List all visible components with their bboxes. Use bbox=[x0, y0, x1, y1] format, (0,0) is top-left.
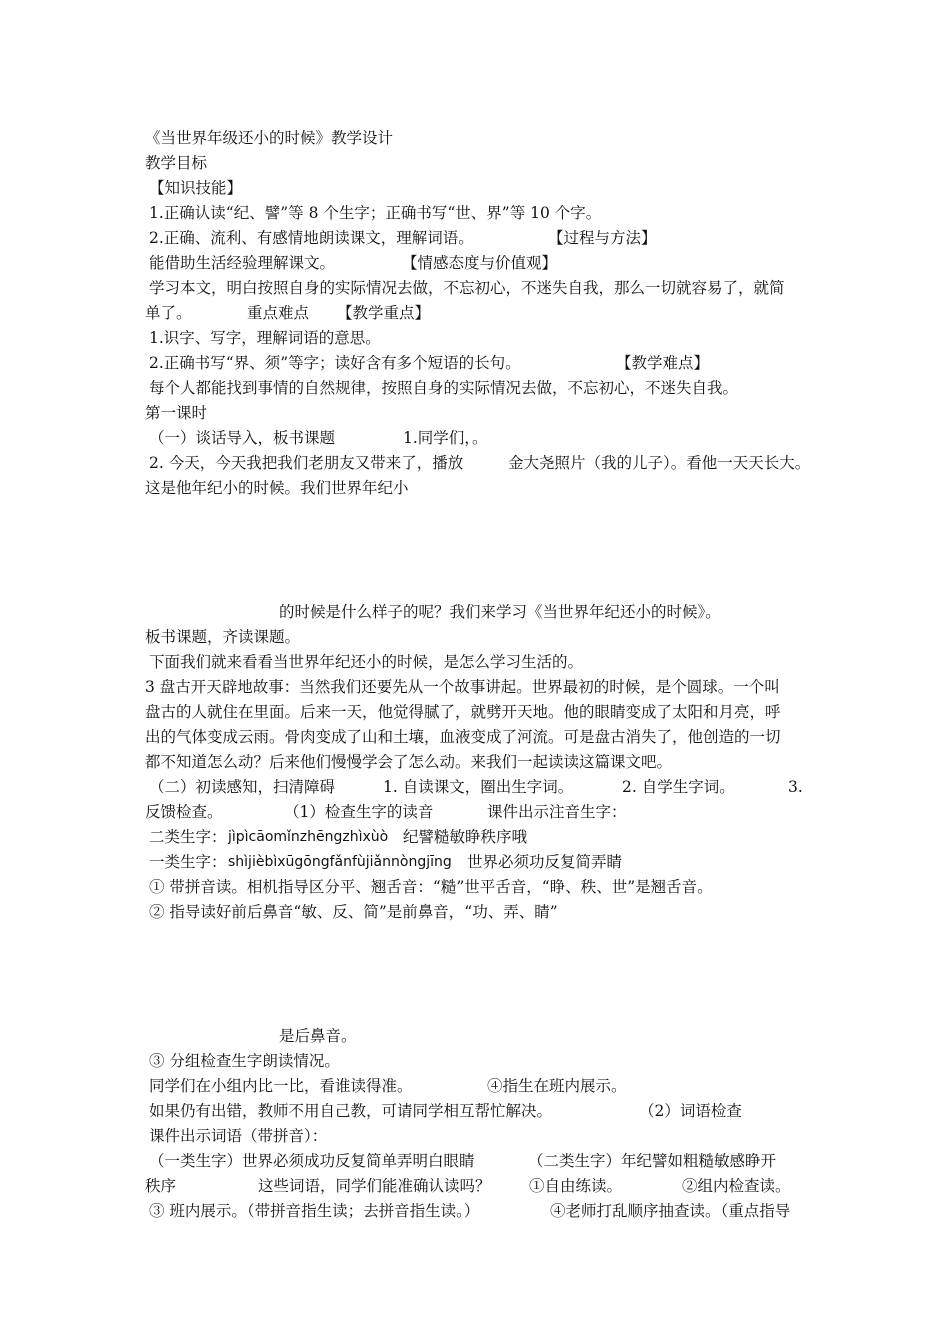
knowledge-heading: 【知识技能】 bbox=[149, 179, 243, 197]
lesson-1-heading: 第一课时 bbox=[145, 404, 208, 422]
pangu-story-line-1: 3 盘古开天辟地故事：当然我们还要先从一个故事讲起。世界最初的时候，是个圆球。一个叫 bbox=[145, 678, 780, 696]
courseware-note: 课件出示注音生字： bbox=[487, 803, 627, 821]
courseware-words: 课件出示词语（带拼音）： bbox=[149, 1127, 328, 1145]
pangu-story-line-2: 盘古的人就住在里面。后来一天，他觉得腻了，就劈开天地。他的眼睛变成了太阳和月亮，呼 bbox=[145, 703, 781, 721]
second-class-pinyin: jìpìcāomǐnzhēngzhìxùò bbox=[228, 829, 389, 845]
knowledge-item-2: 2.正确、流利、有感情地朗读课文，理解词语。 bbox=[149, 229, 474, 247]
emotion-item-cont: 单了。 bbox=[145, 304, 192, 322]
pangu-story-line-4: 都不知道怎么动？后来他们慢慢学会了怎么动。来我们一起读读这篇课文吧。 bbox=[145, 753, 673, 771]
second-class-chars: 纪譬糙敏睁秩序哦 bbox=[403, 828, 528, 846]
section-1-heading: （一）谈话导入，板书课题 bbox=[149, 429, 336, 447]
second-class-label: 二类生字： bbox=[149, 828, 227, 846]
knowledge-item-1: 1.正确认读“纪、譬”等 8 个生字；正确书写“世、界”等 10 个字。 bbox=[149, 204, 602, 222]
section-1-step-2-cont: 金大尧照片（我的儿子）。看他一天天长大。 bbox=[508, 454, 811, 472]
emotion-item: 学习本文，明白按照自身的实际情况去做，不忘初心，不迷失自我，那么一切就容易了，就简 bbox=[149, 279, 785, 297]
teaching-focus-heading: 【教学重点】 bbox=[337, 304, 431, 322]
process-heading: 【过程与方法】 bbox=[548, 229, 657, 247]
emotion-heading: 【情感态度与价值观】 bbox=[402, 254, 558, 272]
first-class-words: （一类生字）世界必须成功反复简单弄明白眼睛 bbox=[149, 1152, 475, 1170]
section-1-paragraph: 这是他年纪小的时候。我们世界年纪小 bbox=[145, 479, 409, 497]
intro-line: 下面我们就来看看当世界年纪还小的时候，是怎么学习生活的。 bbox=[149, 653, 584, 671]
nasal-guidance-cont: 是后鼻音。 bbox=[279, 1027, 357, 1045]
key-points-heading: 重点难点 bbox=[247, 304, 310, 322]
focus-item-2: 2.正确书写“界、须”等字；读好含有多个短语的长句。 bbox=[149, 354, 521, 372]
doc-title: 《当世界年级还小的时候》教学设计 bbox=[145, 129, 394, 147]
second-class-words: （二类生字）年纪譬如粗糙敏感睁开 bbox=[528, 1152, 777, 1170]
group-check: ③ 分组检查生字朗读情况。 bbox=[149, 1052, 340, 1070]
random-check: ④老师打乱顺序抽查读。（重点指导 bbox=[550, 1202, 791, 1220]
peer-help: 如果仍有出错，教师不用自己教，可请同学相互帮忙解决。 bbox=[149, 1102, 553, 1120]
section-1-paragraph-cont: 的时候是什么样子的呢？我们来学习《当世界年纪还小的时候》。 bbox=[279, 603, 721, 621]
free-practice: ①自由练读。 bbox=[529, 1177, 623, 1195]
pangu-story-line-3: 出的气体变成云雨。骨肉变成了山和土壤，血液变成了河流。可是盘古消失了，他创造的一切 bbox=[145, 728, 781, 746]
difficulty-item: 每个人都能找到事情的自然规律，按照自身的实际情况去做，不忘初心，不迷失自我。 bbox=[149, 379, 739, 397]
first-class-pinyin: shìjièbìxūgōngfǎnfùjiǎnnòngjīng bbox=[228, 854, 452, 870]
process-item: 能借助生活经验理解课文。 bbox=[149, 254, 336, 272]
section-2-step-2: 2. 自学生字词。 bbox=[622, 778, 735, 796]
difficulty-heading: 【教学难点】 bbox=[616, 354, 710, 372]
section-2-step-3: 3. bbox=[788, 778, 803, 796]
class-show: ④指生在班内展示。 bbox=[487, 1077, 627, 1095]
group-compare: 同学们在小组内比一比，看谁读得准。 bbox=[149, 1077, 413, 1095]
group-read: ②组内检查读。 bbox=[682, 1177, 791, 1195]
read-with-pinyin: ① 带拼音读。相机指导区分平、翘舌音：“糙”世平舌音，“睁、秩、世”是翘舌音。 bbox=[149, 878, 713, 896]
feedback-check: 反馈检查。 bbox=[145, 803, 223, 821]
class-display: ③ 班内展示。（带拼音指生读；去拼音指生读。） bbox=[149, 1202, 480, 1220]
first-class-chars: 世界必须功反复简弄睛 bbox=[467, 853, 623, 871]
first-class-label: 一类生字： bbox=[149, 853, 227, 871]
section-2-heading: （二）初读感知，扫清障碍 bbox=[149, 778, 336, 796]
goals-heading: 教学目标 bbox=[145, 154, 208, 172]
section-2-step-1: 1. 自读课文，圈出生字词。 bbox=[383, 778, 574, 796]
second-class-words-cont: 秩序 bbox=[145, 1177, 177, 1195]
accuracy-question: 这些词语，同学们能准确认读吗？ bbox=[258, 1177, 491, 1195]
word-check: （2）词语检查 bbox=[639, 1102, 742, 1120]
section-1-step-1: 1.同学们，。 bbox=[403, 429, 488, 447]
focus-item-1: 1.识字、写字，理解词语的意思。 bbox=[149, 329, 381, 347]
section-1-step-2: 2. 今天，今天我把我们老朋友又带来了，播放 bbox=[149, 454, 464, 472]
board-title-line: 板书课题，齐读课题。 bbox=[145, 628, 301, 646]
pronunciation-check: （1）检查生字的读音 bbox=[284, 803, 434, 821]
nasal-guidance: ② 指导读好前后鼻音“敏、反、简”是前鼻音，“功、弄、睛” bbox=[149, 903, 558, 921]
